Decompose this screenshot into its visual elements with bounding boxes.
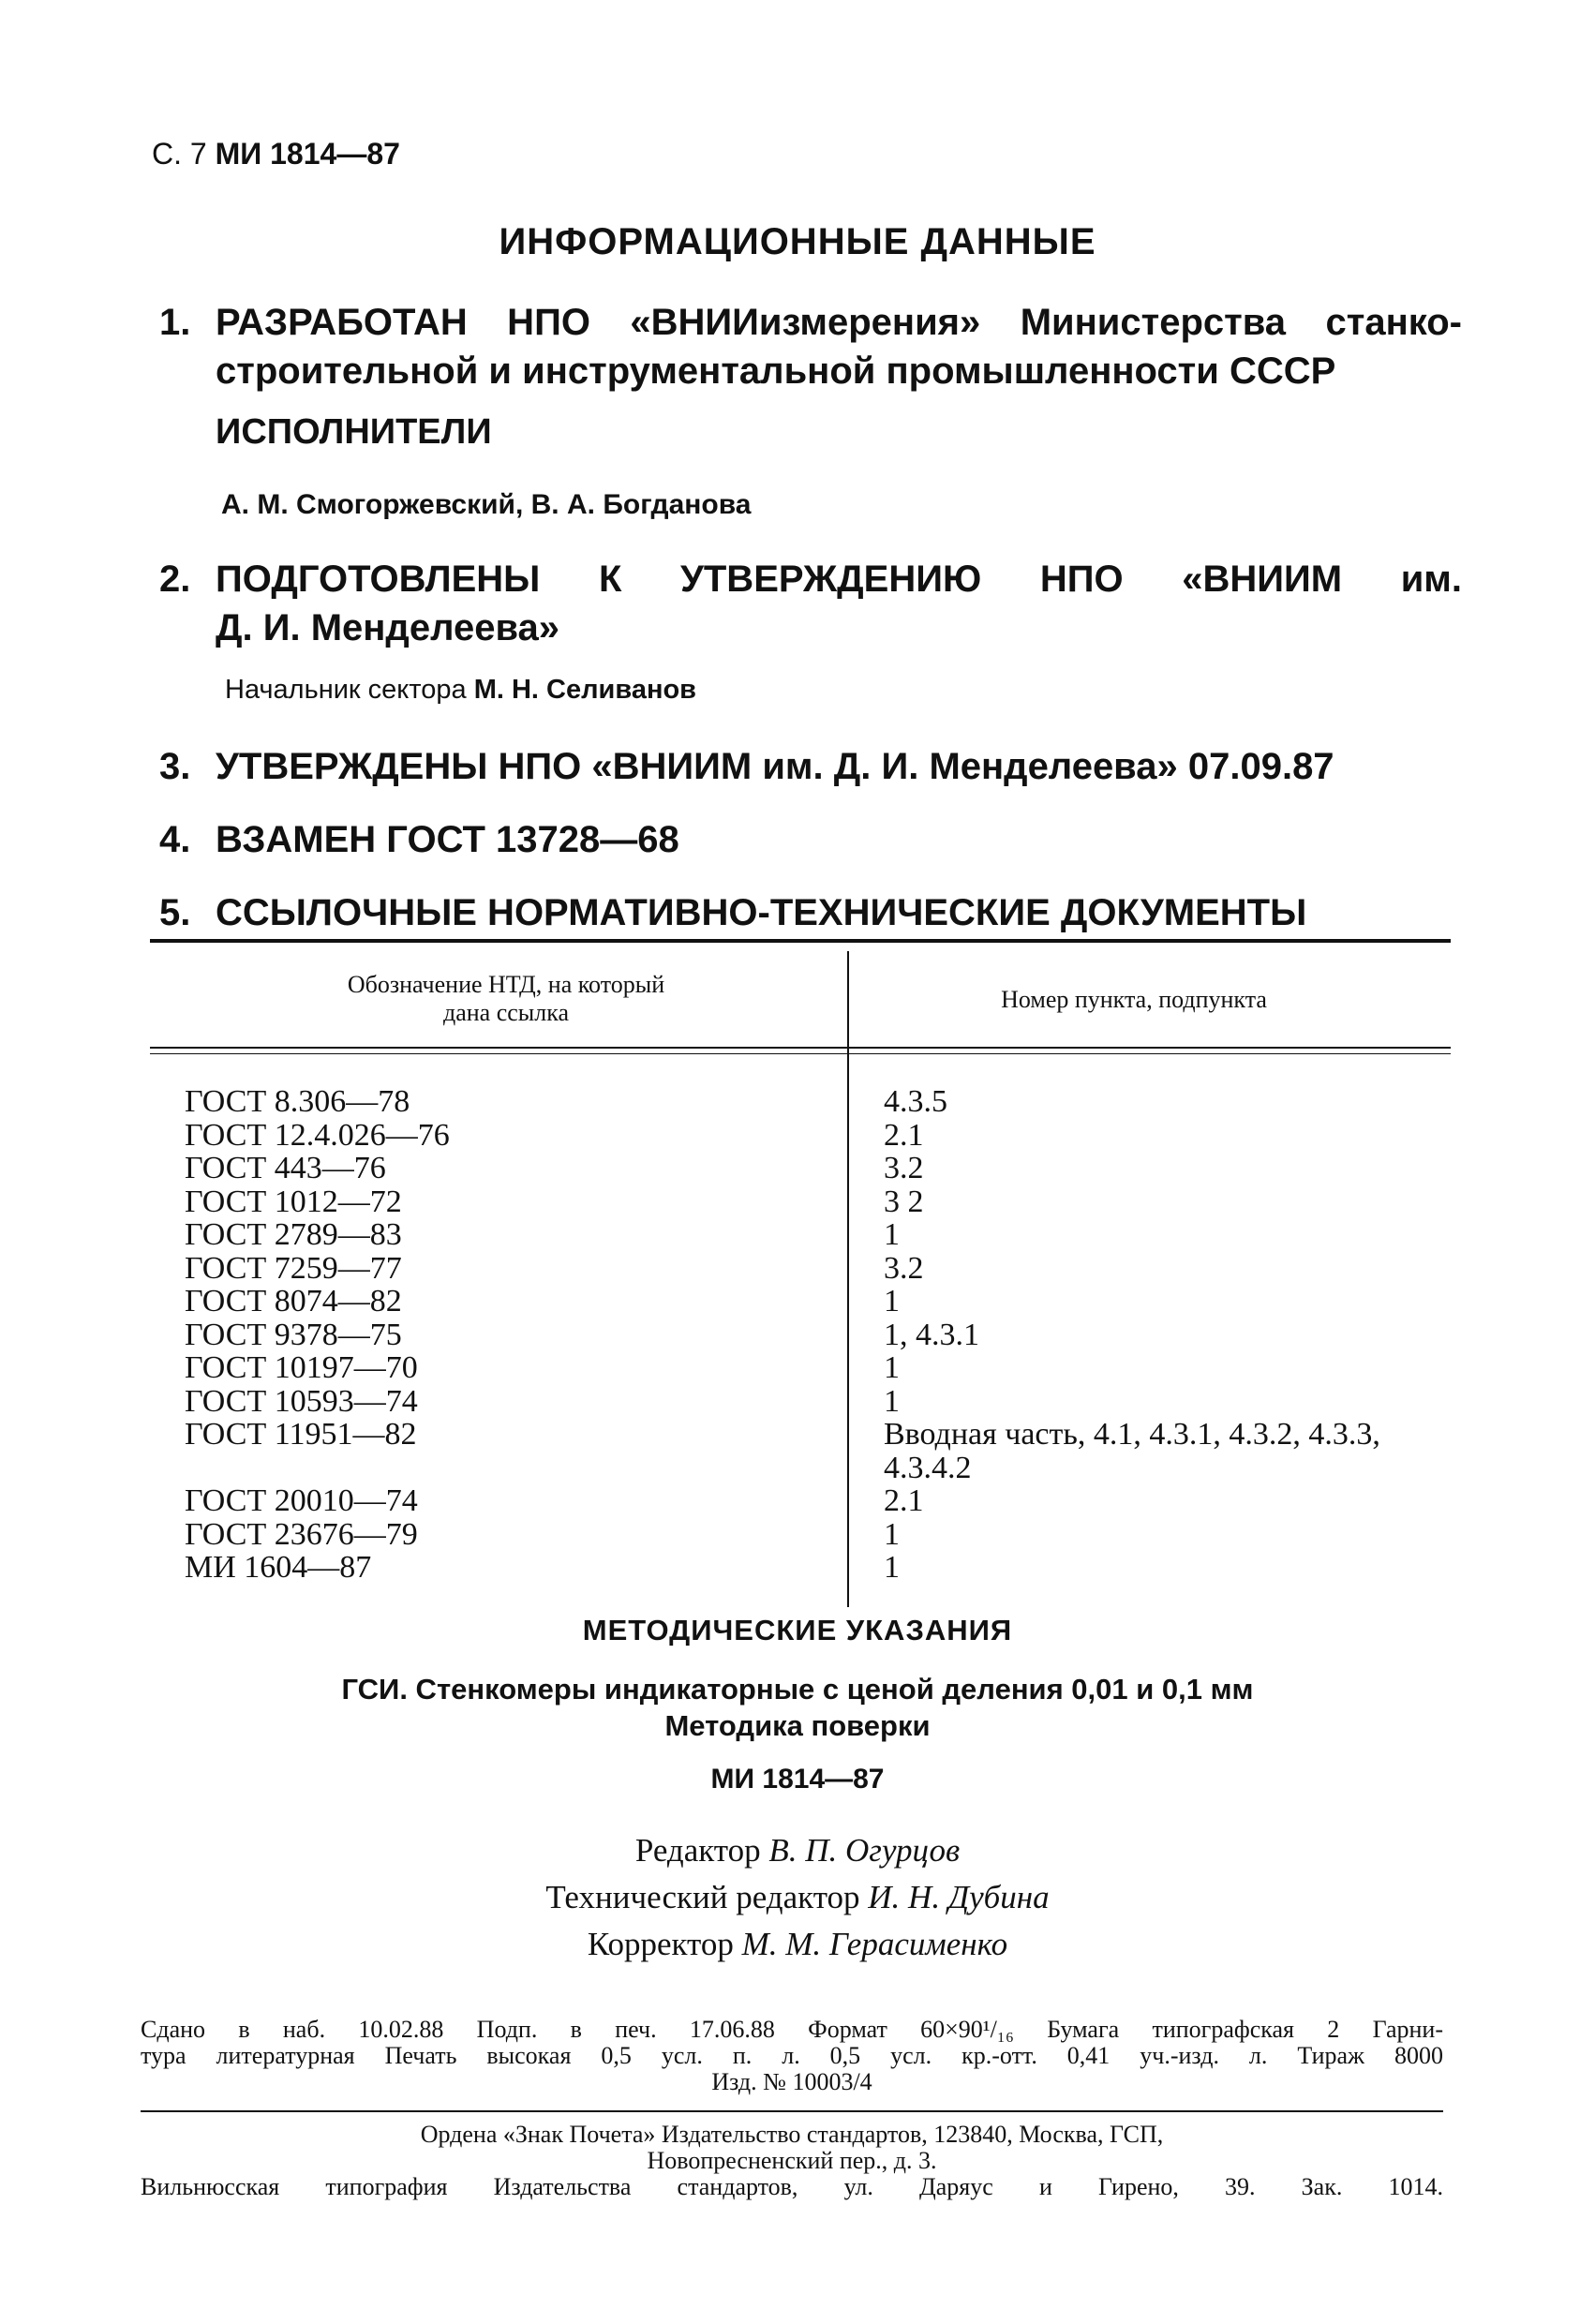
credit-editor: [0, 1827, 1595, 1874]
item-number: 2.: [159, 559, 191, 600]
table-column-clauses: [884, 1085, 1427, 1585]
publisher-line: Ордена «Знак Почета» Издательство стандартов, 123840, Москва, ГСП,: [420, 2121, 1164, 2148]
info-item-1: [159, 298, 1462, 395]
info-item-2: [159, 555, 1462, 652]
chief-name: М. Н. Селиванов: [473, 675, 697, 705]
table-cell-doc: ГОСТ 2789—83: [185, 1217, 402, 1252]
printer-line: Вильнюсская типография Издательства стандартов, ул. Даряус и Гирено, 39. Зак. 1014.: [141, 2173, 1443, 2200]
table-top-rule: [150, 939, 1451, 943]
table-cell-doc: МИ 1604—87: [185, 1550, 372, 1585]
table-cell-doc: ГОСТ 8074—82: [185, 1284, 402, 1318]
item-text: ССЫЛОЧНЫЕ НОРМАТИВНО-ТЕХНИЧЕСКИЕ ДОКУМЕНТЫ: [216, 892, 1307, 933]
publisher-line: Новопресненский пер., д. 3.: [647, 2147, 937, 2174]
table-cell-ref: 1: [884, 1516, 900, 1552]
table-cell-ref: Вводная часть, 4.1, 4.3.1, 4.3.2, 4.3.3, 4.3.4.2: [884, 1417, 1380, 1485]
credit-name: М. М. Герасименко: [741, 1926, 1008, 1962]
table-cell-ref: 4.3.5: [884, 1084, 947, 1119]
page-title: ИНФОРМАЦИОННЫЕ ДАННЫЕ: [499, 221, 1096, 262]
header-line: Обозначение НТД, на который: [347, 971, 665, 998]
credit-name: В. П. Огурцов: [768, 1832, 961, 1869]
imprint-line: Сдано в наб. 10.02.88 Подп. в печ. 17.06.88 Формат 60×90¹/₁₆ Бумага типографская 2 Гарни-: [141, 2016, 1443, 2043]
method-subtitle-2: Методика поверки: [664, 1709, 931, 1742]
credit-name: И. Н. Дубина: [868, 1879, 1050, 1915]
table-cell-doc: ГОСТ 9378—75: [185, 1317, 402, 1352]
table-header-document: [253, 971, 759, 1027]
credit-role: Корректор: [587, 1926, 734, 1962]
table-cell-ref: 1: [884, 1383, 900, 1419]
table-cell-ref: 1: [884, 1284, 900, 1318]
item-number: 1.: [159, 302, 191, 343]
table-header-rule: [150, 1047, 1451, 1049]
method-heading: МЕТОДИЧЕСКИЕ УКАЗАНИЯ: [582, 1614, 1013, 1646]
method-code: МИ 1814—87: [710, 1764, 885, 1795]
item-text-line1: РАЗРАБОТАН НПО «ВНИИизмерения» Министерства станко-: [216, 302, 1462, 343]
imprint-line: тура литературная Печать высокая 0,5 усл. п. л. 0,5 усл. кр.-отт. 0,41 уч.-изд. л. Тираж 8000: [141, 2042, 1443, 2069]
table-cell-doc: ГОСТ 10593—74: [185, 1383, 418, 1419]
item-text: УТВЕРЖДЕНЫ НПО «ВНИИМ им. Д. И. Менделеева» 07.09.87: [216, 746, 1334, 787]
credit-role: Технический редактор: [545, 1879, 860, 1915]
method-subtitle: ГСИ. Стенкомеры индикаторные с ценой деления 0,01 и 0,1 мм: [341, 1673, 1254, 1706]
table-cell-ref: 2.1: [884, 1483, 924, 1518]
chief-role: Начальник сектора: [225, 675, 467, 705]
imprint-line: Изд. № 10003/4: [711, 2068, 872, 2095]
executors-names: А. М. Смогоржевский, В. А. Богданова: [221, 489, 752, 520]
item-text-line2: строительной и инструментальной промышленности СССР: [216, 350, 1336, 392]
executors-heading: ИСПОЛНИТЕЛИ: [216, 412, 492, 452]
info-item-5: [159, 888, 1462, 937]
editorial-credits: [0, 1827, 1595, 1968]
item-number: 3.: [159, 746, 191, 787]
item-text-line2: Д. И. Менделеева»: [216, 607, 559, 648]
item-text-line1: ПОДГОТОВЛЕНЫ К УТВЕРЖДЕНИЮ НПО «ВНИИМ им.: [216, 559, 1462, 600]
table-cell-doc: ГОСТ 443—76: [185, 1151, 386, 1185]
table-column-divider: [847, 951, 849, 1607]
credit-role: Редактор: [634, 1832, 761, 1869]
table-column-documents: [185, 1085, 450, 1585]
table-cell-doc: ГОСТ 12.4.026—76: [185, 1117, 450, 1153]
footer-rule: [141, 2110, 1443, 2112]
item-number: 4.: [159, 819, 191, 860]
page-number: С. 7: [152, 137, 207, 171]
page-header: [152, 137, 400, 171]
item-number: 5.: [159, 892, 191, 933]
header-doc-code: МИ 1814—87: [215, 137, 400, 171]
table-cell-doc: ГОСТ 10197—70: [185, 1350, 418, 1385]
table-cell-doc: ГОСТ 11951—82: [185, 1417, 417, 1452]
table-cell-doc: ГОСТ 20010—74: [185, 1483, 418, 1518]
table-header-clause: Номер пункта, подпункта: [1001, 986, 1267, 1013]
table-cell-doc: ГОСТ 1012—72: [185, 1184, 402, 1219]
info-item-4: [159, 815, 1462, 864]
table-cell-ref: 3.2: [884, 1250, 924, 1286]
table-cell-ref: 1: [884, 1550, 900, 1585]
table-header-rule-thin: [150, 1053, 1451, 1054]
credit-proofreader: [0, 1921, 1595, 1968]
item-text: ВЗАМЕН ГОСТ 13728—68: [216, 819, 679, 860]
table-cell-doc: ГОСТ 23676—79: [185, 1516, 418, 1552]
table-cell-doc: ГОСТ 7259—77: [185, 1250, 402, 1286]
credit-tech-editor: [0, 1874, 1595, 1921]
table-cell-doc: ГОСТ 8.306—78: [185, 1084, 410, 1119]
sector-chief: [225, 675, 696, 706]
table-cell-ref: 3 2: [884, 1184, 924, 1219]
table-cell-ref: 1, 4.3.1: [884, 1317, 979, 1352]
table-cell-ref: 2.1: [884, 1117, 924, 1153]
table-cell-ref: 3.2: [884, 1151, 924, 1185]
table-cell-ref: 1: [884, 1350, 900, 1385]
print-details: [141, 2017, 1443, 2095]
table-cell-ref: 1: [884, 1217, 900, 1252]
header-line: дана ссылка: [442, 999, 570, 1026]
info-item-3: [159, 742, 1462, 791]
publisher-details: [141, 2122, 1443, 2200]
